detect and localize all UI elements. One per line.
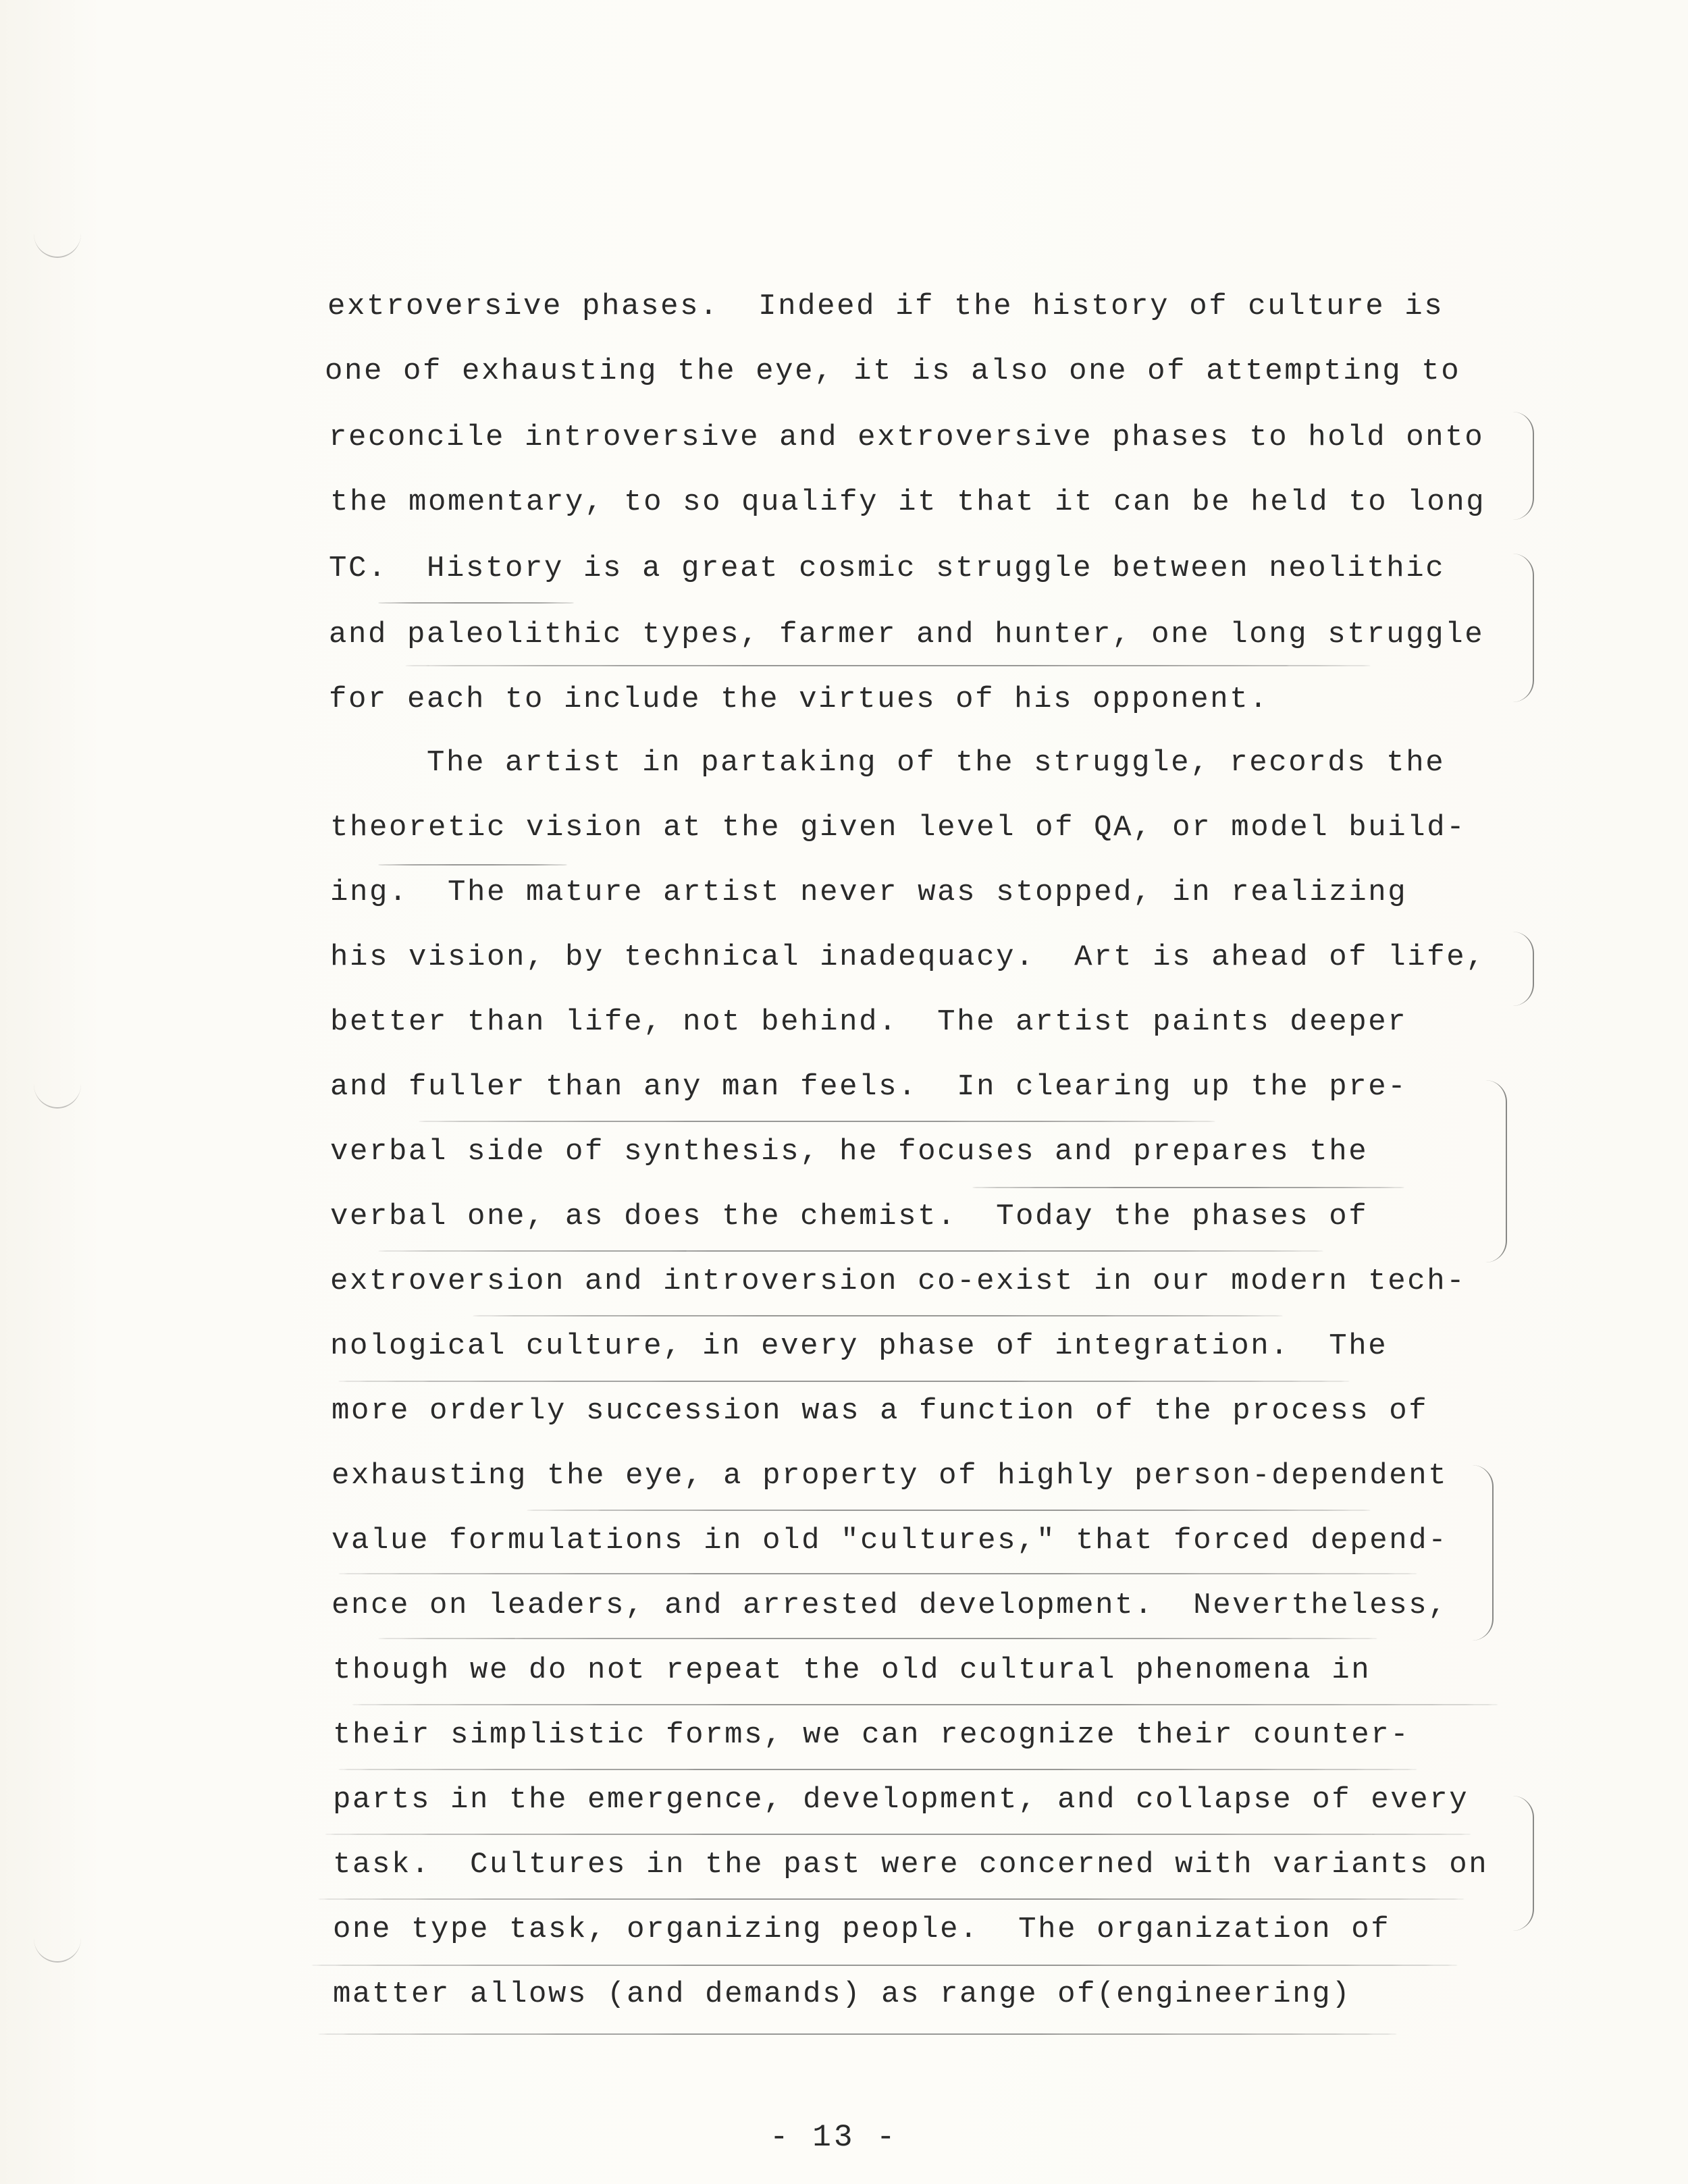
handwritten-underline <box>338 1381 1350 1382</box>
handwritten-underline <box>311 1965 1458 1966</box>
text-line: verbal one, as does the chemist. Today the phases of <box>330 1200 1369 1233</box>
text-line: value formulations in old "cultures," that forced depend- <box>332 1524 1448 1557</box>
reverse-side-bleed-through <box>199 254 1529 2110</box>
binder-hole-middle <box>34 1060 81 1109</box>
margin-bracket <box>1512 932 1534 1006</box>
handwritten-underline <box>338 1573 1418 1574</box>
text-line: ence on leaders, and arrested development. Nevertheless, <box>332 1589 1448 1622</box>
text-line: matter allows (and demands) as range of(engineering) <box>333 1977 1352 2011</box>
handwritten-underline <box>324 1834 1472 1835</box>
text-line: extroversive phases. Indeed if the history of culture is <box>327 290 1444 323</box>
handwritten-underline <box>972 1187 1404 1188</box>
text-line: TC. History is a great cosmic struggle between neolithic <box>329 552 1446 585</box>
handwritten-underline <box>405 665 1371 666</box>
handwritten-underline <box>351 1704 1499 1705</box>
binder-hole-bottom <box>34 1914 81 1963</box>
text-line: The artist in partaking of the struggle, records the <box>329 746 1446 780</box>
handwritten-underline <box>378 1250 1323 1252</box>
text-line: reconcile introversive and extroversive phases to hold onto <box>329 421 1485 454</box>
text-line: nological culture, in every phase of integration. The <box>330 1329 1388 1363</box>
page-number: - 13 - <box>770 2120 898 2155</box>
margin-bracket <box>1512 554 1534 702</box>
text-line: their simplistic forms, we can recognize their counter- <box>333 1718 1410 1752</box>
text-line: one of exhausting the eye, it is also one of attempting to <box>325 354 1461 388</box>
margin-bracket <box>1512 1796 1534 1931</box>
handwritten-underline <box>378 602 574 604</box>
handwritten-underline <box>378 1638 1377 1639</box>
handwritten-underline <box>317 1898 1465 1900</box>
text-line: theoretic vision at the given level of QA, or model build- <box>330 811 1467 845</box>
text-line: his vision, by technical inadequacy. Art is ahead of life, <box>330 940 1486 974</box>
text-line: extroversion and introversion co-exist in our modern tech- <box>330 1264 1467 1298</box>
text-line: exhausting the eye, a property of highly person-dependent <box>332 1459 1448 1493</box>
text-line: for each to include the virtues of his opponent. <box>329 683 1269 716</box>
text-line: and fuller than any man feels. In clearing up the pre- <box>330 1070 1408 1104</box>
margin-bracket <box>1472 1465 1494 1641</box>
text-line: ing. The mature artist never was stopped, in realizing <box>330 876 1408 909</box>
text-line: more orderly succession was a function of the process of <box>332 1394 1429 1428</box>
text-line: and paleolithic types, farmer and hunter, one long struggle <box>329 618 1485 651</box>
handwritten-underline <box>527 1510 1371 1511</box>
handwritten-underline <box>317 2033 1398 2035</box>
handwritten-underline <box>473 1315 1283 1316</box>
margin-bracket <box>1512 412 1534 520</box>
text-line: task. Cultures in the past were concerned with variants on <box>333 1848 1489 1882</box>
handwritten-underline <box>338 1769 1418 1770</box>
margin-bracket <box>1485 1080 1507 1262</box>
binder-hole-top <box>34 209 81 258</box>
text-line: though we do not repeat the old cultural phenomena in <box>333 1653 1371 1687</box>
text-line: parts in the emergence, development, and collapse of every <box>333 1783 1469 1817</box>
text-line: verbal side of synthesis, he focuses and prepares the <box>330 1135 1369 1169</box>
text-line: better than life, not behind. The artist paints deeper <box>330 1005 1408 1039</box>
text-line: one type task, organizing people. The organization of <box>333 1913 1391 1946</box>
handwritten-underline <box>419 1121 1215 1122</box>
text-line: the momentary, to so qualify it that it can be held to long <box>330 485 1486 519</box>
handwritten-underline <box>378 864 567 865</box>
